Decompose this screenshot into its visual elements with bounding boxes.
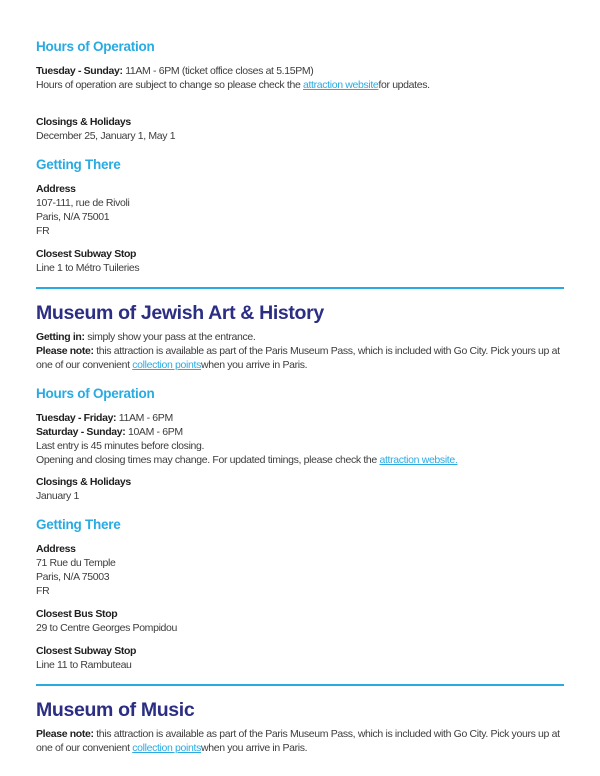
section-divider — [36, 684, 564, 686]
hours-note-text: Hours of operation are subject to change so please check the — [36, 79, 303, 91]
address-street: 71 Rue du Temple — [36, 557, 116, 569]
closings-label: Closings & Holidays — [36, 116, 131, 128]
address-label: Address — [36, 543, 76, 555]
address-country: FR — [36, 585, 50, 597]
weekday-hours-label: Tuesday - Friday: — [36, 412, 119, 424]
schedule-days-label: Tuesday - Sunday: — [36, 65, 126, 77]
bus-stop-label: Closest Bus Stop — [36, 608, 118, 620]
please-note-suffix: when you arrive in Paris. — [200, 742, 308, 754]
museum-title: Museum of Jewish Art & History — [36, 302, 324, 324]
last-entry-note: Last entry is 45 minutes before closing. — [36, 440, 205, 452]
attraction-website-link[interactable]: attraction website — [303, 79, 379, 91]
attraction-website-link[interactable]: attraction website. — [379, 454, 458, 466]
section-museum-jewish-art-history — [36, 302, 564, 672]
closings-dates: December 25, January 1, May 1 — [36, 130, 176, 142]
subway-stop-value: Line 1 to Métro Tuileries — [36, 262, 140, 274]
please-note-text: this attraction is available as part of the Paris Museum Pass, which is included with Go City. Pick yours up at one of our convenient — [36, 345, 560, 371]
hours-change-note: Opening and closing times may change. For updated timings, please check the — [36, 454, 380, 466]
subway-stop-label: Closest Subway Stop — [36, 645, 137, 657]
getting-there-heading: Getting There — [36, 517, 121, 532]
subway-stop-block — [36, 247, 564, 275]
please-note-label: Please note: — [36, 345, 97, 357]
closings-holidays-block — [36, 115, 564, 143]
section-divider — [36, 287, 564, 289]
address-block — [36, 182, 564, 238]
address-city: Paris, N/A 75003 — [36, 571, 110, 583]
hours-schedule-paragraph — [36, 411, 564, 467]
subway-stop-label: Closest Subway Stop — [36, 248, 137, 260]
closings-dates: January 1 — [36, 490, 79, 502]
hours-of-operation-heading: Hours of Operation — [36, 39, 155, 54]
subway-stop-block — [36, 644, 564, 672]
weekend-hours-value: 10AM - 6PM — [127, 426, 183, 438]
hours-note-suffix: for updates. — [378, 79, 430, 91]
address-street: 107-111, rue de Rivoli — [36, 197, 130, 209]
weekday-hours-value: 11AM - 6PM — [118, 412, 173, 424]
collection-points-link[interactable]: collection points — [132, 359, 201, 371]
address-label: Address — [36, 183, 76, 195]
getting-in-label: Getting in: — [36, 331, 88, 343]
please-note-paragraph — [36, 727, 564, 755]
closings-holidays-block — [36, 475, 564, 503]
section-previous-museum — [36, 39, 564, 275]
please-note-paragraph — [36, 344, 564, 372]
please-note-text: this attraction is available as part of the Paris Museum Pass, which is included with Go City. Pick yours up at one of our convenient — [36, 728, 560, 754]
please-note-label: Please note: — [36, 728, 97, 740]
section-museum-of-music — [36, 699, 564, 755]
closings-label: Closings & Holidays — [36, 476, 131, 488]
address-country: FR — [36, 225, 50, 237]
hours-of-operation-heading: Hours of Operation — [36, 386, 155, 401]
getting-there-heading: Getting There — [36, 157, 121, 172]
hours-paragraph — [36, 64, 564, 92]
address-block — [36, 542, 564, 598]
collection-points-link[interactable]: collection points — [132, 742, 201, 754]
weekend-hours-label: Saturday - Sunday: — [36, 426, 128, 438]
bus-stop-block — [36, 607, 564, 635]
please-note-suffix: when you arrive in Paris. — [200, 359, 308, 371]
getting-in-text: simply show your pass at the entrance. — [87, 331, 256, 343]
subway-stop-value: Line 11 to Rambuteau — [36, 659, 132, 671]
address-city: Paris, N/A 75001 — [36, 211, 110, 223]
getting-in-paragraph — [36, 330, 564, 344]
bus-stop-value: 29 to Centre Georges Pompidou — [36, 622, 178, 634]
schedule-times: 11AM - 6PM (ticket office closes at 5.15PM) — [125, 65, 314, 77]
museum-title: Museum of Music — [36, 699, 195, 721]
